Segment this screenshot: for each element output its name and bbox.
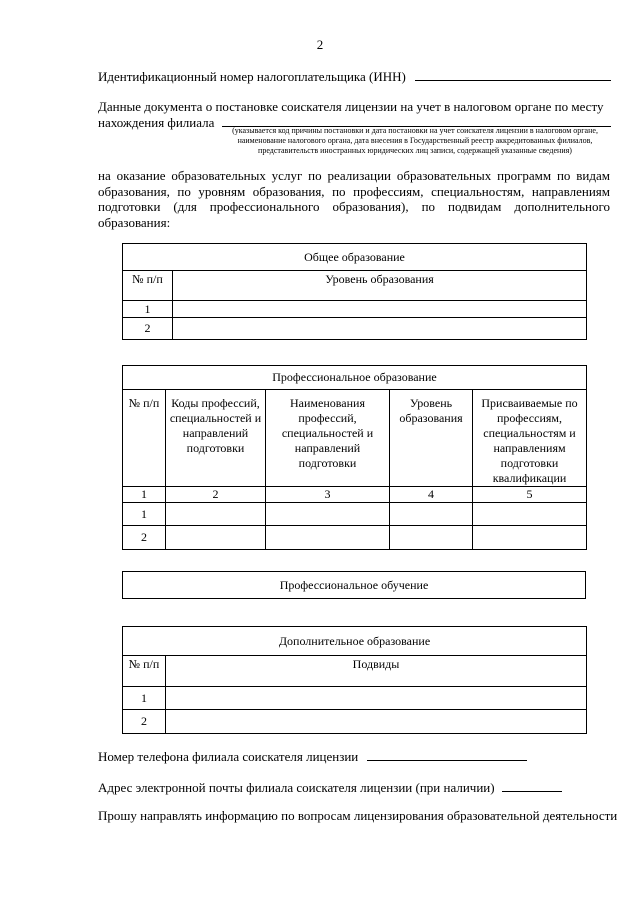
services-paragraph: на оказание образовательных услуг по реализации образовательных программ по видам образования, по уровням образования, по профессиям, специальностям, направлениям подготовки (для профессионального образования), по подвидам дополнительного образования: bbox=[98, 168, 610, 230]
row-number: 1 bbox=[123, 687, 166, 710]
col-num-header: № п/п bbox=[123, 271, 173, 301]
table-row bbox=[123, 687, 587, 710]
table-row bbox=[123, 301, 587, 318]
note-line: наименование налогового органа, дата внесения в Государственный реестр аккредитованных филиалов, bbox=[237, 136, 593, 145]
col-names-header: Наименования профессий, специальностей и направлений подготовки bbox=[266, 390, 390, 487]
row-number: 1 bbox=[123, 301, 173, 318]
phone-line bbox=[98, 748, 527, 765]
column-numbers-row bbox=[123, 487, 587, 503]
table-row bbox=[123, 318, 587, 340]
email-field[interactable] bbox=[502, 779, 562, 792]
column-number: 3 bbox=[266, 487, 390, 503]
general-education-title: Общее образование bbox=[123, 244, 587, 271]
phone-field[interactable] bbox=[367, 748, 527, 761]
table-cell[interactable] bbox=[166, 526, 266, 550]
column-number: 2 bbox=[166, 487, 266, 503]
phone-label: Номер телефона филиала соискателя лицензии bbox=[98, 749, 359, 764]
table-cell[interactable] bbox=[166, 710, 587, 734]
column-number: 5 bbox=[473, 487, 587, 503]
email-line bbox=[98, 779, 562, 796]
request-line: Прошу направлять информацию по вопросам лицензирования образовательной деятельности bbox=[98, 808, 618, 823]
row-number: 2 bbox=[123, 318, 173, 340]
page-number: 2 bbox=[316, 37, 324, 52]
table-cell[interactable] bbox=[266, 526, 390, 550]
col-num-header: № п/п bbox=[123, 656, 166, 687]
table-cell[interactable] bbox=[390, 526, 473, 550]
additional-education-table bbox=[122, 626, 587, 734]
table-row bbox=[123, 526, 587, 550]
column-number: 1 bbox=[123, 487, 166, 503]
table-cell[interactable] bbox=[473, 503, 587, 526]
note-line: (указывается код причины постановки и дата постановки на учет соискателя лицензии в налоговом органе, bbox=[232, 126, 598, 135]
tax-registration-note bbox=[215, 126, 615, 156]
table-cell[interactable] bbox=[473, 526, 587, 550]
note-line: представительств иностранных юридических лиц записи, содержащей указанные сведения) bbox=[258, 146, 572, 155]
professional-education-title: Профессиональное образование bbox=[123, 366, 587, 390]
table-cell[interactable] bbox=[173, 301, 587, 318]
table-row bbox=[123, 710, 587, 734]
inn-line bbox=[98, 68, 611, 85]
row-number: 2 bbox=[123, 526, 166, 550]
inn-field[interactable] bbox=[415, 68, 611, 81]
col-num-header: № п/п bbox=[123, 390, 166, 487]
table-cell[interactable] bbox=[173, 318, 587, 340]
table-cell[interactable] bbox=[166, 687, 587, 710]
col-level-header: Уровень образования bbox=[390, 390, 473, 487]
col-codes-header: Коды профессий, специальностей и направлений подготовки bbox=[166, 390, 266, 487]
professional-training-table bbox=[122, 571, 586, 599]
email-label: Адрес электронной почты филиала соискателя лицензии (при наличии) bbox=[98, 780, 495, 795]
table-cell[interactable] bbox=[390, 503, 473, 526]
table-cell[interactable] bbox=[166, 503, 266, 526]
inn-label: Идентификационный номер налогоплательщика (ИНН) bbox=[98, 69, 406, 84]
additional-education-title: Дополнительное образование bbox=[123, 627, 587, 656]
column-number: 4 bbox=[390, 487, 473, 503]
col-qualification-header: Присваиваемые по профессиям, специальностям и направлениям подготовки квалификации bbox=[473, 390, 587, 487]
col-subtypes-header: Подвиды bbox=[166, 656, 587, 687]
professional-education-table bbox=[122, 365, 587, 550]
professional-training-title: Профессиональное обучение bbox=[123, 572, 586, 599]
row-number: 1 bbox=[123, 503, 166, 526]
table-cell[interactable] bbox=[266, 503, 390, 526]
col-level-header: Уровень образования bbox=[173, 271, 587, 301]
doc-line-1: Данные документа о постановке соискателя лицензии на учет в налоговом органе по месту bbox=[98, 99, 604, 114]
table-row bbox=[123, 503, 587, 526]
general-education-table bbox=[122, 243, 587, 340]
row-number: 2 bbox=[123, 710, 166, 734]
doc-line-2-label: нахождения филиала bbox=[98, 115, 215, 130]
